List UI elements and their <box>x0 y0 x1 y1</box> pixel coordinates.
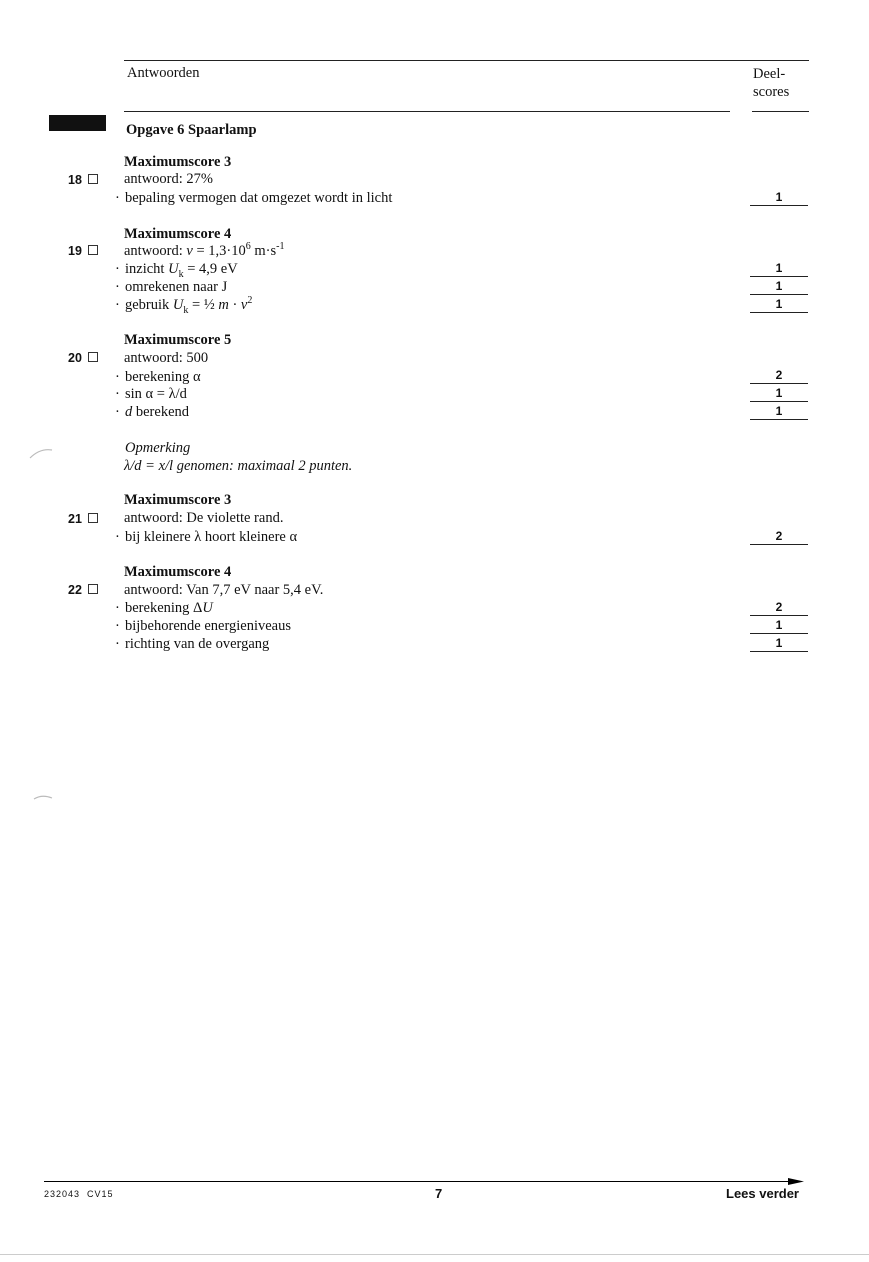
q19-checkbox <box>88 245 98 255</box>
q19-item-2: omrekenen naar J <box>125 279 228 295</box>
q22-item-1-score: 2 <box>750 600 808 616</box>
q19-number: 19 <box>68 243 108 260</box>
q22-bullet-3: · <box>115 636 120 652</box>
scan-mark-1 <box>28 446 58 460</box>
q19-max-score: Maximumscore 4 <box>124 226 232 242</box>
q20-max-score: Maximumscore 5 <box>124 332 232 348</box>
footer-code: 232043 CV15 <box>44 1189 114 1199</box>
q21-bullet-1: · <box>115 529 120 545</box>
q19-item-3-score: 1 <box>750 297 808 313</box>
q20-remark-text: λ/d = x/l genomen: maximaal 2 punten. <box>124 458 353 474</box>
q19-bullet-2: · <box>115 279 120 295</box>
q18-item-1-score: 1 <box>750 190 808 206</box>
header-bottom-rule-right <box>752 111 809 112</box>
q22-item-2-score: 1 <box>750 618 808 634</box>
q20-item-3-score: 1 <box>750 404 808 420</box>
header-partial-scores-label-2: scores <box>753 84 790 100</box>
q22-bullet-2: · <box>115 618 120 634</box>
q21-max-score: Maximumscore 3 <box>124 492 232 508</box>
q20-item-1: berekening α <box>125 369 201 385</box>
q22-item-3: richting van de overgang <box>125 636 270 652</box>
q20-item-2-score: 1 <box>750 386 808 402</box>
q19-answer: antwoord: $v = 1,3\cdot 10^6$ $m\cdot s^{-1}$ <box>124 241 285 259</box>
q19-item-1: inzicht $U_k = 4,9$ eV <box>125 261 238 280</box>
q22-max-score: Maximumscore 4 <box>124 564 232 580</box>
q20-bullet-1: · <box>115 369 120 385</box>
q21-number: 21 <box>68 511 108 528</box>
q19-bullet-1: · <box>115 261 120 277</box>
section-title: Opgave 6 Spaarlamp <box>126 122 257 138</box>
q19-item-2-score: 1 <box>750 279 808 295</box>
q19-item-1-score: 1 <box>750 261 808 277</box>
q20-checkbox <box>88 352 98 362</box>
q20-item-3: d berekend <box>125 404 190 420</box>
section-marker-block <box>49 115 106 131</box>
q21-item-1-score: 2 <box>750 529 808 545</box>
q19-bullet-3: · <box>115 297 120 313</box>
q18-answer: antwoord: 27% <box>124 171 213 187</box>
q20-number: 20 <box>68 350 108 367</box>
header-bottom-rule-left <box>124 111 730 112</box>
scan-bottom-edge <box>0 1254 869 1255</box>
q20-remark-title: Opmerking <box>125 440 191 456</box>
q22-answer: antwoord: Van 7,7 eV naar 5,4 eV. <box>124 582 324 598</box>
q22-item-2: bijbehorende energieniveaus <box>125 618 292 634</box>
q20-item-1-score: 2 <box>750 368 808 384</box>
q22-item-1: berekening ΔU <box>125 600 213 616</box>
q18-number: 18 <box>68 172 108 189</box>
q18-bullet-1: · <box>115 190 120 206</box>
q18-checkbox <box>88 174 98 184</box>
scan-mark-2 <box>32 792 56 802</box>
q21-item-1: bij kleinere λ hoort kleinere α <box>125 529 298 545</box>
header-answers-label: Antwoorden <box>127 65 200 81</box>
q18-max-score: Maximumscore 3 <box>124 154 232 170</box>
footer-rule <box>44 1181 796 1182</box>
q22-bullet-1: · <box>115 600 120 616</box>
q21-checkbox <box>88 513 98 523</box>
page-number: 7 <box>435 1186 443 1201</box>
header-top-rule <box>124 60 809 61</box>
q20-answer: antwoord: 500 <box>124 350 209 366</box>
q20-bullet-2: · <box>115 386 120 402</box>
q20-item-2: sin α = λ/d <box>125 386 187 402</box>
footer-continue-label: Lees verder <box>726 1186 799 1201</box>
q20-bullet-3: · <box>115 404 120 420</box>
header-partial-scores-label-1: Deel- <box>753 66 786 82</box>
q22-number: 22 <box>68 582 108 599</box>
q22-checkbox <box>88 584 98 594</box>
q22-item-3-score: 1 <box>750 636 808 652</box>
q19-item-3: gebruik $U_k$ = ½ $m \cdot v^2$ <box>125 295 253 316</box>
q21-answer: antwoord: De violette rand. <box>124 510 284 526</box>
q18-item-1: bepaling vermogen dat omgezet wordt in licht <box>125 190 393 206</box>
